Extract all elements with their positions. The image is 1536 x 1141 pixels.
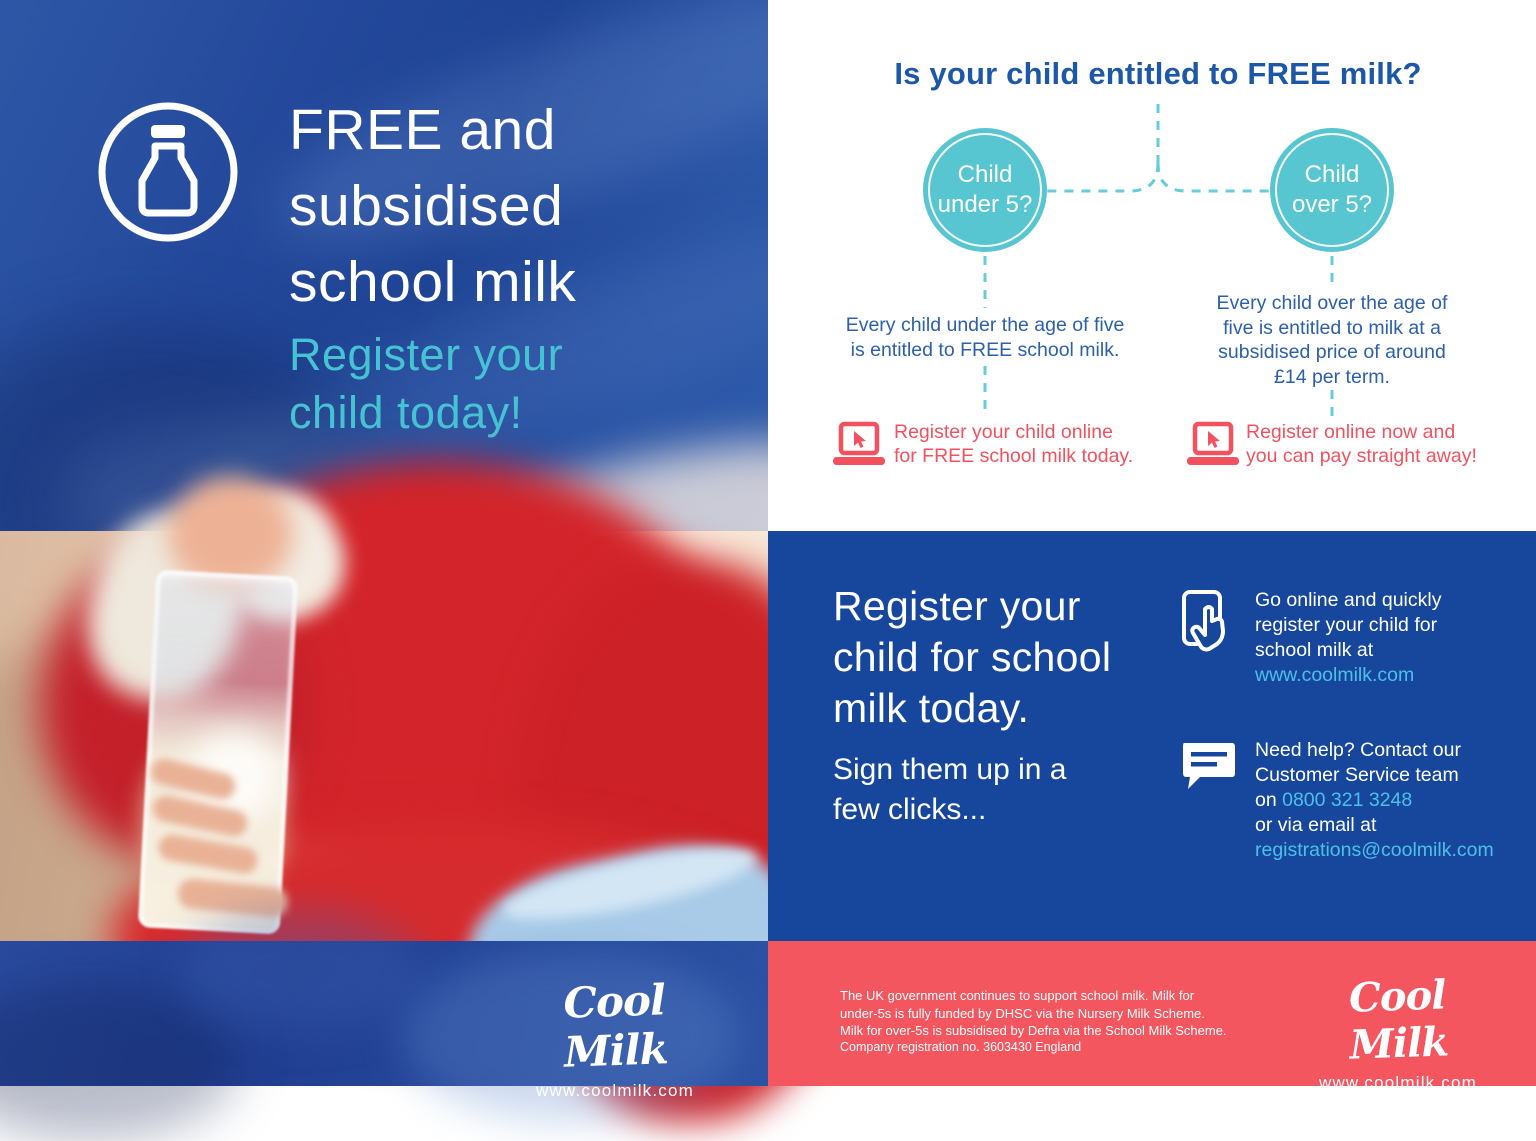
company-registration: Company registration no. 3603430 England [840,1040,1082,1054]
footer-left [0,941,768,1100]
help-line: or via email at [1255,814,1377,836]
over-5-cta [1246,421,1506,468]
help-line: Customer Service team [1255,764,1459,786]
legal-line: Milk for over-5s is subsidised by Defra via the School Milk Scheme. [840,1023,1227,1038]
laptop-cursor-icon [1186,422,1240,468]
go-online-text [1255,588,1525,688]
help-phone-line [1255,788,1535,813]
speech-bubble-icon [1180,739,1236,795]
cta-line: Register your child online [894,421,1113,443]
cta-line: Register online now and [1246,421,1456,443]
para-line: is entitled to FREE school milk. [850,338,1120,361]
circle-text-line: over 5? [1291,191,1373,218]
para-line: Every child under the age of five [845,314,1125,336]
panel-sub-line: Sign them up in a [833,753,1067,786]
online-line: register your child for [1255,614,1438,636]
tablet-tap-icon [1181,589,1235,655]
register-panel [768,531,1536,941]
help-line: Need help? Contact our [1255,739,1461,761]
footer-right [768,941,1536,1092]
circle-child-over-5 [1270,128,1394,252]
coolmilk-wordmark: Cool Milk [562,975,669,1077]
help-phone-prefix: on [1255,789,1283,811]
panel-heading-line: child for school [833,634,1112,680]
child-milk-photo [0,531,768,941]
over-5-description [1182,291,1482,389]
online-line: school milk at [1255,639,1374,661]
footer-left-photo-blob-mid [180,911,420,1031]
under-5-description [815,313,1155,362]
coolmilk-url: www.coolmilk.com [535,1081,695,1100]
panel-heading-line: milk today. [833,685,1030,731]
milk-bottle-icon [96,100,240,244]
legal-line: under-5s is fully funded by DHSC via the Nursery Milk Scheme. [840,1005,1205,1021]
circle-text-line: Child [1304,161,1360,188]
flow-heading: Is your child entitled to FREE milk? [894,56,1422,91]
coolmilk-logo-left [536,977,694,1101]
hero-title [289,92,749,320]
panel-subheading [833,750,1163,830]
under-5-cta [894,421,1154,468]
legal-text [840,987,1240,1040]
circle-text-line: Child [957,161,1013,188]
coolmilk-logo-right [1319,973,1477,1093]
hero-title-line: subsidised [289,174,564,238]
circle-child-under-5 [923,128,1047,252]
hero-title-line: FREE and [289,98,556,162]
hero-title-line: school milk [289,250,577,314]
legal-line: The UK government continues to support school milk. Milk for [840,988,1195,1003]
laptop-cursor-icon [832,422,886,468]
panel-heading-line: Register your [833,583,1081,629]
entitlement-flowchart [768,0,1536,531]
para-line: five is entitled to milk at a [1223,316,1441,339]
panel-heading [833,581,1173,734]
need-help-text [1255,738,1535,863]
coolmilk-wordmark: Cool Milk [1348,971,1449,1069]
cta-line: you can pay straight away! [1246,444,1477,467]
coolmilk-url: www.coolmilk.com [1318,1073,1478,1092]
cta-line: for FREE school milk today. [894,444,1134,467]
circle-text-line: under 5? [937,191,1033,218]
para-line: £14 per term. [1274,365,1390,388]
hero-panel [0,0,768,531]
hero-subtitle [289,326,709,442]
online-line: Go online and quickly [1255,589,1442,611]
para-line: Every child over the age of [1216,292,1448,314]
coolmilk-link[interactable]: www.coolmilk.com [1255,664,1415,686]
panel-sub-line: few clicks... [833,793,987,826]
email-link[interactable]: registrations@coolmilk.com [1255,839,1494,861]
phone-link[interactable]: 0800 321 3248 [1282,789,1413,811]
hero-subtitle-line: Register your [289,329,564,380]
para-line: subsidised price of around [1218,341,1446,363]
hero-subtitle-line: child today! [289,387,523,438]
